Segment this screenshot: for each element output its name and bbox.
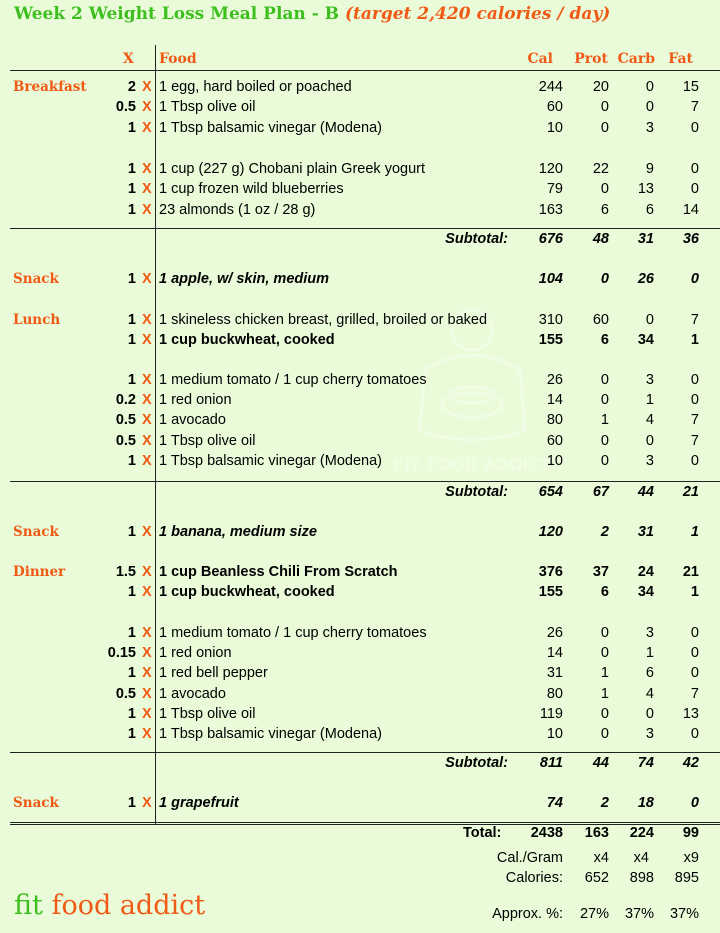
carb-cell: 34	[637, 332, 654, 348]
title-subtitle: (target 2,420 calories / day)	[344, 4, 611, 24]
subtotal-prot: 48	[592, 231, 609, 247]
quantity-cell: 1	[127, 453, 136, 469]
header-carb: Carb	[617, 51, 655, 67]
cal-per-gram-carb: x4	[633, 850, 649, 866]
cal-cell: 31	[546, 665, 563, 681]
cal-cell: 10	[546, 453, 563, 469]
prot-cell: 0	[600, 433, 609, 449]
meal-label: Lunch	[13, 312, 61, 328]
table-row	[0, 684, 720, 704]
cal-cell: 80	[546, 412, 563, 428]
meal-label: Snack	[13, 795, 59, 811]
subtotal-fat: 36	[682, 231, 699, 247]
quantity-cell: 0.2	[115, 392, 136, 408]
food-cell: 1 grapefruit	[159, 795, 239, 811]
quantity-cell: 1	[127, 332, 136, 348]
subtotal-carb: 44	[637, 484, 654, 500]
cal-cell: 26	[546, 625, 563, 641]
cal-cell: 79	[546, 181, 563, 197]
fat-cell: 21	[682, 564, 699, 580]
page-title	[14, 4, 610, 24]
food-cell: 1 egg, hard boiled or poached	[159, 79, 352, 95]
food-cell: 1 cup Beanless Chili From Scratch	[159, 564, 398, 580]
cal-cell: 74	[546, 795, 563, 811]
cal-cell: 104	[538, 271, 563, 287]
fat-cell: 7	[690, 686, 699, 702]
subtotal-label: Subtotal:	[445, 755, 508, 771]
multiplier-x: X	[142, 99, 152, 115]
table-row	[0, 522, 720, 542]
header-rule	[10, 70, 720, 71]
cal-cell: 60	[546, 99, 563, 115]
food-cell: 1 red onion	[159, 645, 232, 661]
food-cell: 1 avocado	[159, 686, 226, 702]
quantity-cell: 0.5	[115, 412, 136, 428]
multiplier-x: X	[142, 706, 152, 722]
food-cell: 1 Tbsp olive oil	[159, 99, 256, 115]
prot-cell: 6	[600, 202, 609, 218]
food-cell: 1 skineless chicken breast, grilled, broiled or baked	[159, 312, 488, 328]
meal-label: Snack	[13, 271, 59, 287]
table-row	[0, 582, 720, 602]
multiplier-x: X	[142, 271, 152, 287]
table-row	[0, 410, 720, 430]
table-row	[0, 431, 720, 451]
prot-cell: 0	[600, 181, 609, 197]
prot-cell: 1	[600, 665, 609, 681]
carb-cell: 26	[637, 271, 654, 287]
multiplier-x: X	[142, 645, 152, 661]
header-fat: Fat	[668, 51, 693, 67]
multiplier-x: X	[142, 686, 152, 702]
total-label: Total:	[463, 825, 502, 841]
approx-label: Approx. %:	[492, 906, 563, 922]
cal-cell: 163	[538, 202, 563, 218]
food-cell: 1 Tbsp olive oil	[159, 433, 256, 449]
table-row	[0, 77, 720, 97]
quantity-cell: 1	[127, 726, 136, 742]
cal-cell: 80	[546, 686, 563, 702]
total-carb: 224	[629, 825, 654, 841]
table-row	[0, 704, 720, 724]
cal-cell: 119	[539, 706, 563, 722]
quantity-cell: 1	[127, 202, 136, 218]
carb-cell: 0	[645, 99, 654, 115]
table-row	[0, 200, 720, 220]
multiplier-x: X	[142, 726, 152, 742]
multiplier-x: X	[142, 524, 152, 540]
carb-cell: 34	[637, 584, 654, 600]
food-cell: 1 cup frozen wild blueberries	[159, 181, 344, 197]
header-cal: Cal	[527, 51, 553, 67]
prot-cell: 0	[600, 271, 609, 287]
multiplier-x: X	[142, 372, 152, 388]
subtotal-row	[0, 229, 720, 249]
multiplier-x: X	[142, 120, 152, 136]
fat-cell: 7	[690, 433, 699, 449]
subtotal-prot: 44	[592, 755, 609, 771]
food-cell: 1 cup buckwheat, cooked	[159, 584, 335, 600]
meal-label: Breakfast	[13, 79, 87, 95]
food-cell: 1 avocado	[159, 412, 226, 428]
table-row	[0, 451, 720, 471]
cal-per-gram-fat: x9	[683, 850, 699, 866]
quantity-cell: 0.5	[115, 433, 136, 449]
fat-cell: 14	[682, 202, 699, 218]
quantity-cell: 1	[127, 584, 136, 600]
multiplier-x: X	[142, 161, 152, 177]
total-prot: 163	[584, 825, 609, 841]
fat-cell: 0	[690, 120, 699, 136]
subtotal-carb: 31	[637, 231, 654, 247]
fat-cell: 7	[690, 99, 699, 115]
quantity-cell: 1.5	[115, 564, 136, 580]
quantity-cell: 0.15	[107, 645, 136, 661]
quantity-cell: 1	[127, 312, 136, 328]
fat-cell: 1	[690, 332, 699, 348]
logo-part-fit: fit	[14, 890, 52, 921]
cal-cell: 10	[546, 726, 563, 742]
multiplier-x: X	[142, 564, 152, 580]
multiplier-x: X	[142, 795, 152, 811]
fat-cell: 0	[690, 726, 699, 742]
title-main: Week 2 Weight Loss Meal Plan - B	[14, 4, 340, 24]
subtotal-row	[0, 753, 720, 773]
cal-per-gram-label: Cal./Gram	[496, 850, 563, 866]
prot-cell: 60	[592, 312, 609, 328]
quantity-cell: 1	[127, 372, 136, 388]
cal-cell: 26	[546, 372, 563, 388]
fat-cell: 0	[690, 271, 699, 287]
quantity-cell: 1	[127, 625, 136, 641]
cal-cell: 376	[538, 564, 563, 580]
subtotal-fat: 21	[682, 484, 699, 500]
approx-prot: 27%	[579, 906, 609, 922]
food-cell: 1 Tbsp balsamic vinegar (Modena)	[159, 453, 382, 469]
multiplier-x: X	[142, 332, 152, 348]
total-cal: 2438	[530, 825, 563, 841]
multiplier-x: X	[142, 392, 152, 408]
carb-cell: 18	[637, 795, 654, 811]
total-fat: 99	[682, 825, 699, 841]
cal-cell: 244	[538, 79, 563, 95]
table-row	[0, 269, 720, 289]
carb-cell: 13	[637, 181, 654, 197]
prot-cell: 0	[600, 392, 609, 408]
prot-cell: 0	[600, 372, 609, 388]
prot-cell: 2	[600, 524, 609, 540]
cal-cell: 14	[546, 645, 563, 661]
carb-cell: 3	[645, 453, 654, 469]
food-cell: 1 Tbsp olive oil	[159, 706, 256, 722]
prot-cell: 0	[600, 99, 609, 115]
table-row	[0, 159, 720, 179]
fat-cell: 7	[690, 412, 699, 428]
table-row	[0, 793, 720, 813]
quantity-cell: 1	[127, 271, 136, 287]
cal-cell: 155	[538, 332, 563, 348]
quantity-cell: 2	[127, 79, 136, 95]
carb-cell: 4	[645, 412, 654, 428]
prot-cell: 0	[600, 726, 609, 742]
multiplier-x: X	[142, 665, 152, 681]
cal-cell: 60	[546, 433, 563, 449]
table-row	[0, 330, 720, 350]
carb-cell: 3	[645, 625, 654, 641]
food-cell: 1 cup buckwheat, cooked	[159, 332, 335, 348]
fat-cell: 0	[690, 453, 699, 469]
subtotal-label: Subtotal:	[445, 231, 508, 247]
fat-cell: 1	[690, 584, 699, 600]
multiplier-x: X	[142, 433, 152, 449]
fat-cell: 0	[690, 645, 699, 661]
carb-cell: 0	[645, 433, 654, 449]
subtotal-prot: 67	[592, 484, 609, 500]
prot-cell: 0	[600, 645, 609, 661]
fat-cell: 0	[690, 392, 699, 408]
carb-cell: 9	[645, 161, 654, 177]
subtotal-label: Subtotal:	[445, 484, 508, 500]
table-row	[0, 118, 720, 138]
subtotal-carb: 74	[637, 755, 654, 771]
calories-prot: 652	[584, 870, 609, 886]
cal-cell: 155	[538, 584, 563, 600]
prot-cell: 0	[600, 625, 609, 641]
carb-cell: 1	[645, 645, 654, 661]
prot-cell: 37	[592, 564, 609, 580]
carb-cell: 4	[645, 686, 654, 702]
subtotal-fat: 42	[682, 755, 699, 771]
carb-cell: 6	[645, 665, 654, 681]
fat-cell: 0	[690, 625, 699, 641]
food-cell: 1 red onion	[159, 392, 232, 408]
multiplier-x: X	[142, 584, 152, 600]
fat-cell: 13	[682, 706, 699, 722]
fat-cell: 0	[690, 181, 699, 197]
brand-logo	[14, 890, 205, 921]
prot-cell: 20	[592, 79, 609, 95]
prot-cell: 0	[600, 453, 609, 469]
fat-cell: 7	[690, 312, 699, 328]
prot-cell: 0	[600, 120, 609, 136]
carb-cell: 0	[645, 79, 654, 95]
calories-carb: 898	[629, 870, 654, 886]
carb-cell: 3	[645, 726, 654, 742]
table-row	[0, 643, 720, 663]
watermark-text: FIT FOOD ADDICT	[393, 455, 551, 474]
carb-cell: 3	[645, 120, 654, 136]
approx-carb: 37%	[624, 906, 654, 922]
fat-cell: 0	[690, 665, 699, 681]
table-row	[0, 179, 720, 199]
food-cell: 1 medium tomato / 1 cup cherry tomatoes	[159, 625, 427, 641]
table-row	[0, 310, 720, 330]
multiplier-x: X	[142, 412, 152, 428]
carb-cell: 24	[637, 564, 654, 580]
fat-cell: 0	[690, 372, 699, 388]
food-cell: 1 red bell pepper	[159, 665, 268, 681]
carb-cell: 0	[645, 312, 654, 328]
table-row	[0, 724, 720, 744]
cal-cell: 120	[538, 161, 563, 177]
carb-cell: 6	[645, 202, 654, 218]
multiplier-x: X	[142, 181, 152, 197]
table-row	[0, 97, 720, 117]
cal-per-gram-prot: x4	[593, 850, 609, 866]
approx-fat: 37%	[669, 906, 699, 922]
prot-cell: 1	[600, 412, 609, 428]
logo-part-food-addict: food addict	[51, 890, 206, 921]
carb-cell: 3	[645, 372, 654, 388]
quantity-cell: 1	[127, 120, 136, 136]
cal-cell: 14	[546, 392, 563, 408]
header-prot: Prot	[574, 51, 608, 67]
table-row	[0, 663, 720, 683]
meal-label: Snack	[13, 524, 59, 540]
food-cell: 1 medium tomato / 1 cup cherry tomatoes	[159, 372, 427, 388]
multiplier-x: X	[142, 625, 152, 641]
calories-label: Calories:	[505, 870, 563, 886]
calories-fat: 895	[674, 870, 699, 886]
quantity-cell: 1	[127, 181, 136, 197]
subtotal-cal: 654	[538, 484, 563, 500]
prot-cell: 1	[600, 686, 609, 702]
cal-cell: 120	[538, 524, 563, 540]
cal-cell: 10	[546, 120, 563, 136]
table-row	[0, 623, 720, 643]
multiplier-x: X	[142, 202, 152, 218]
carb-cell: 0	[645, 706, 654, 722]
subtotal-cal: 676	[538, 231, 563, 247]
prot-cell: 6	[600, 584, 609, 600]
quantity-cell: 0.5	[115, 99, 136, 115]
food-cell: 1 Tbsp balsamic vinegar (Modena)	[159, 120, 382, 136]
header-food: Food	[159, 51, 197, 67]
subtotal-cal: 811	[539, 755, 563, 771]
cal-cell: 310	[538, 312, 563, 328]
meal-label: Dinner	[13, 564, 66, 580]
fat-cell: 1	[690, 524, 699, 540]
fat-cell: 0	[690, 161, 699, 177]
header-x: X	[123, 51, 134, 67]
food-cell: 1 cup (227 g) Chobani plain Greek yogurt	[159, 161, 425, 177]
quantity-cell: 1	[127, 524, 136, 540]
quantity-cell: 1	[127, 161, 136, 177]
total-rule	[10, 822, 720, 825]
fat-cell: 0	[690, 795, 699, 811]
food-cell: 1 Tbsp balsamic vinegar (Modena)	[159, 726, 382, 742]
quantity-cell: 1	[127, 706, 136, 722]
food-cell: 1 apple, w/ skin, medium	[159, 271, 330, 287]
food-cell: 23 almonds (1 oz / 28 g)	[159, 202, 316, 218]
quantity-cell: 1	[127, 795, 136, 811]
multiplier-x: X	[142, 312, 152, 328]
carb-cell: 1	[645, 392, 654, 408]
food-cell: 1 banana, medium size	[159, 524, 317, 540]
multiplier-x: X	[142, 453, 152, 469]
quantity-cell: 1	[127, 665, 136, 681]
table-row	[0, 370, 720, 390]
prot-cell: 22	[592, 161, 609, 177]
table-row	[0, 562, 720, 582]
carb-cell: 31	[637, 524, 654, 540]
subtotal-row	[0, 482, 720, 502]
table-row	[0, 390, 720, 410]
prot-cell: 2	[600, 795, 609, 811]
multiplier-x: X	[142, 79, 152, 95]
quantity-cell: 0.5	[115, 686, 136, 702]
fat-cell: 15	[682, 79, 699, 95]
prot-cell: 0	[600, 706, 609, 722]
prot-cell: 6	[600, 332, 609, 348]
